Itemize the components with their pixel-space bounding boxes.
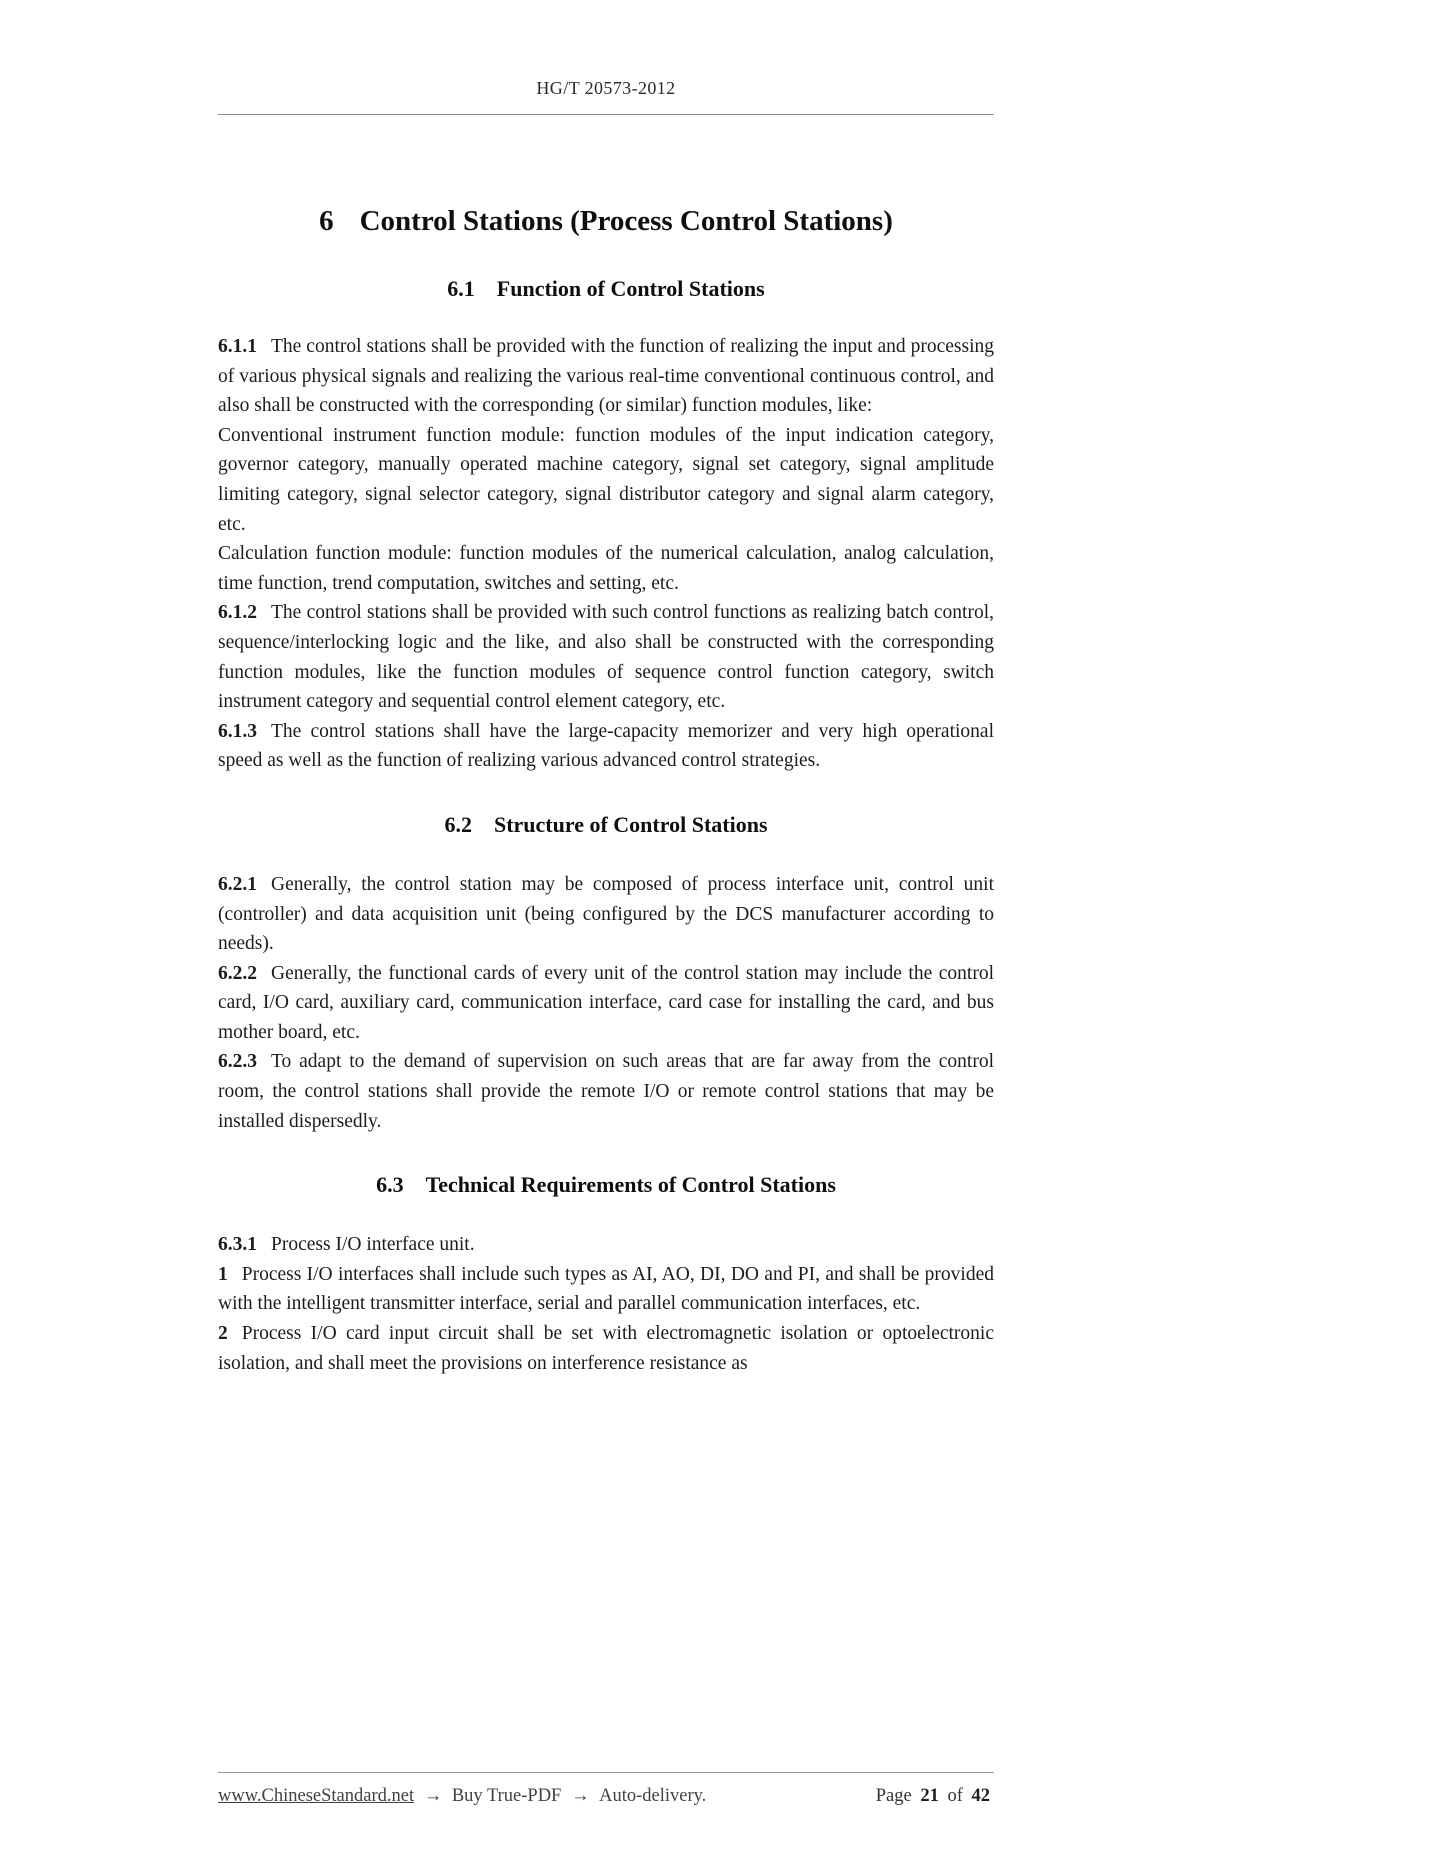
paragraph-calculation-module <box>218 539 994 598</box>
footer-source-line <box>218 1786 706 1807</box>
footer-delivery-text: Auto-delivery. <box>599 1786 707 1806</box>
subsection-title: Function of Control Stations <box>496 276 765 301</box>
footer-divider <box>218 1772 994 1773</box>
paragraph-text: Calculation function module: function modules of the numerical calculation, analog calculation, time function, trend computation, switches and setting, etc. <box>218 543 994 594</box>
page-of-label: of <box>947 1786 963 1806</box>
subsection-number: 6.1 <box>447 276 475 301</box>
paragraph-label: 2 <box>218 1323 228 1345</box>
paragraph-6-2-2 <box>218 959 994 1048</box>
paragraph-label: 1 <box>218 1263 228 1285</box>
paragraph-6-1-1 <box>218 332 994 421</box>
paragraph-text: Process I/O interface unit. <box>271 1234 475 1256</box>
paragraph-label: 6.2.3 <box>218 1051 257 1073</box>
paragraph-text: The control stations shall be provided with the function of realizing the input and processing of various physical signals and realizing the various real-time conventional continuous control, and also shall be constructed with the corresponding (or similar) function modules, like: <box>218 336 994 417</box>
subsection-title: Technical Requirements of Control Stations <box>425 1172 836 1198</box>
paragraph-text: Generally, the control station may be composed of process interface unit, control unit (controller) and data acquisition unit (being configured by the DCS manufacturer according to needs). <box>218 873 994 955</box>
footer-buy-text: Buy True-PDF <box>451 1786 562 1806</box>
page-label: Page <box>875 1786 912 1806</box>
page-footer <box>218 1772 994 1807</box>
paragraph-label: 6.2.2 <box>218 962 257 984</box>
paragraph-6-2-1 <box>218 870 994 959</box>
paragraph-label: 6.3.1 <box>218 1234 257 1256</box>
arrow-icon: → <box>423 1786 443 1806</box>
page-total: 42 <box>971 1786 990 1806</box>
paragraph-text: The control stations shall have the large-capacity memorizer and very high operational speed as well as the function of realizing various advanced control strategies. <box>218 720 994 772</box>
subsection-heading-6-2 <box>218 812 994 838</box>
paragraph-text: Generally, the functional cards of every unit of the control station may include the control card, I/O card, auxiliary card, communication interface, card case for installing the card, and bus mother board, etc. <box>218 962 994 1043</box>
subsection-number: 6.2 <box>444 811 472 837</box>
paragraph-text: Process I/O interfaces shall include such types as AI, AO, DI, DO and PI, and shall be provided with the intelligent transmitter interface, serial and parallel communication interfaces, etc. <box>218 1263 994 1315</box>
paragraph-text: The control stations shall be provided with such control functions as realizing batch control, sequence/interlocking logic and the like, and also shall be constructed with the corresponding function modules, like the function modules of sequence control function category, switch instrument category and sequential control element category, etc. <box>218 602 994 713</box>
paragraph-6-2-3 <box>218 1047 994 1136</box>
section-number: 6 <box>319 205 334 237</box>
arrow-icon: → <box>570 1786 590 1806</box>
subsection-heading-6-1 <box>218 276 994 302</box>
paragraph-label: 6.1.3 <box>218 720 257 742</box>
subsection-number: 6.3 <box>376 1172 404 1198</box>
paragraph-6-3-1 <box>218 1230 994 1260</box>
paragraph-text: Conventional instrument function module: function modules of the input indication category, governor category, manually operated machine category, signal set category, signal amplitude limiting category, signal selector category, signal distributor category and signal alarm category, etc. <box>218 424 994 535</box>
subsection-title: Structure of Control Stations <box>493 811 768 837</box>
section-title: Control Stations (Process Control Stations) <box>359 205 893 237</box>
paragraph-conventional-module <box>218 421 994 539</box>
section-heading-6 <box>218 205 994 238</box>
header-divider <box>218 114 994 115</box>
paragraph-6-3-1-item-2 <box>218 1319 994 1378</box>
paragraph-text: Process I/O card input circuit shall be set with electromagnetic isolation or optoelectronic isolation, and shall meet the provisions on interference resistance as <box>218 1323 994 1374</box>
paragraph-6-1-2 <box>218 598 994 716</box>
header-doc-code: HG/T 20573-2012 <box>536 78 676 98</box>
paragraph-text: To adapt to the demand of supervision on such areas that are far away from the control room, the control stations shall provide the remote I/O or remote control stations that may be installed dispersedly. <box>218 1051 994 1132</box>
page-indicator <box>876 1786 994 1807</box>
paragraph-label: 6.2.1 <box>218 873 257 895</box>
paragraph-6-1-3 <box>218 717 994 776</box>
page-number: 21 <box>920 1786 939 1806</box>
chinesestandard-link[interactable]: www.ChineseStandard.net <box>218 1786 415 1806</box>
paragraph-6-3-1-item-1 <box>218 1260 994 1319</box>
subsection-heading-6-3 <box>218 1172 994 1198</box>
page-content <box>218 0 994 1378</box>
paragraph-label: 6.1.1 <box>218 336 257 357</box>
paragraph-label: 6.1.2 <box>218 602 257 624</box>
